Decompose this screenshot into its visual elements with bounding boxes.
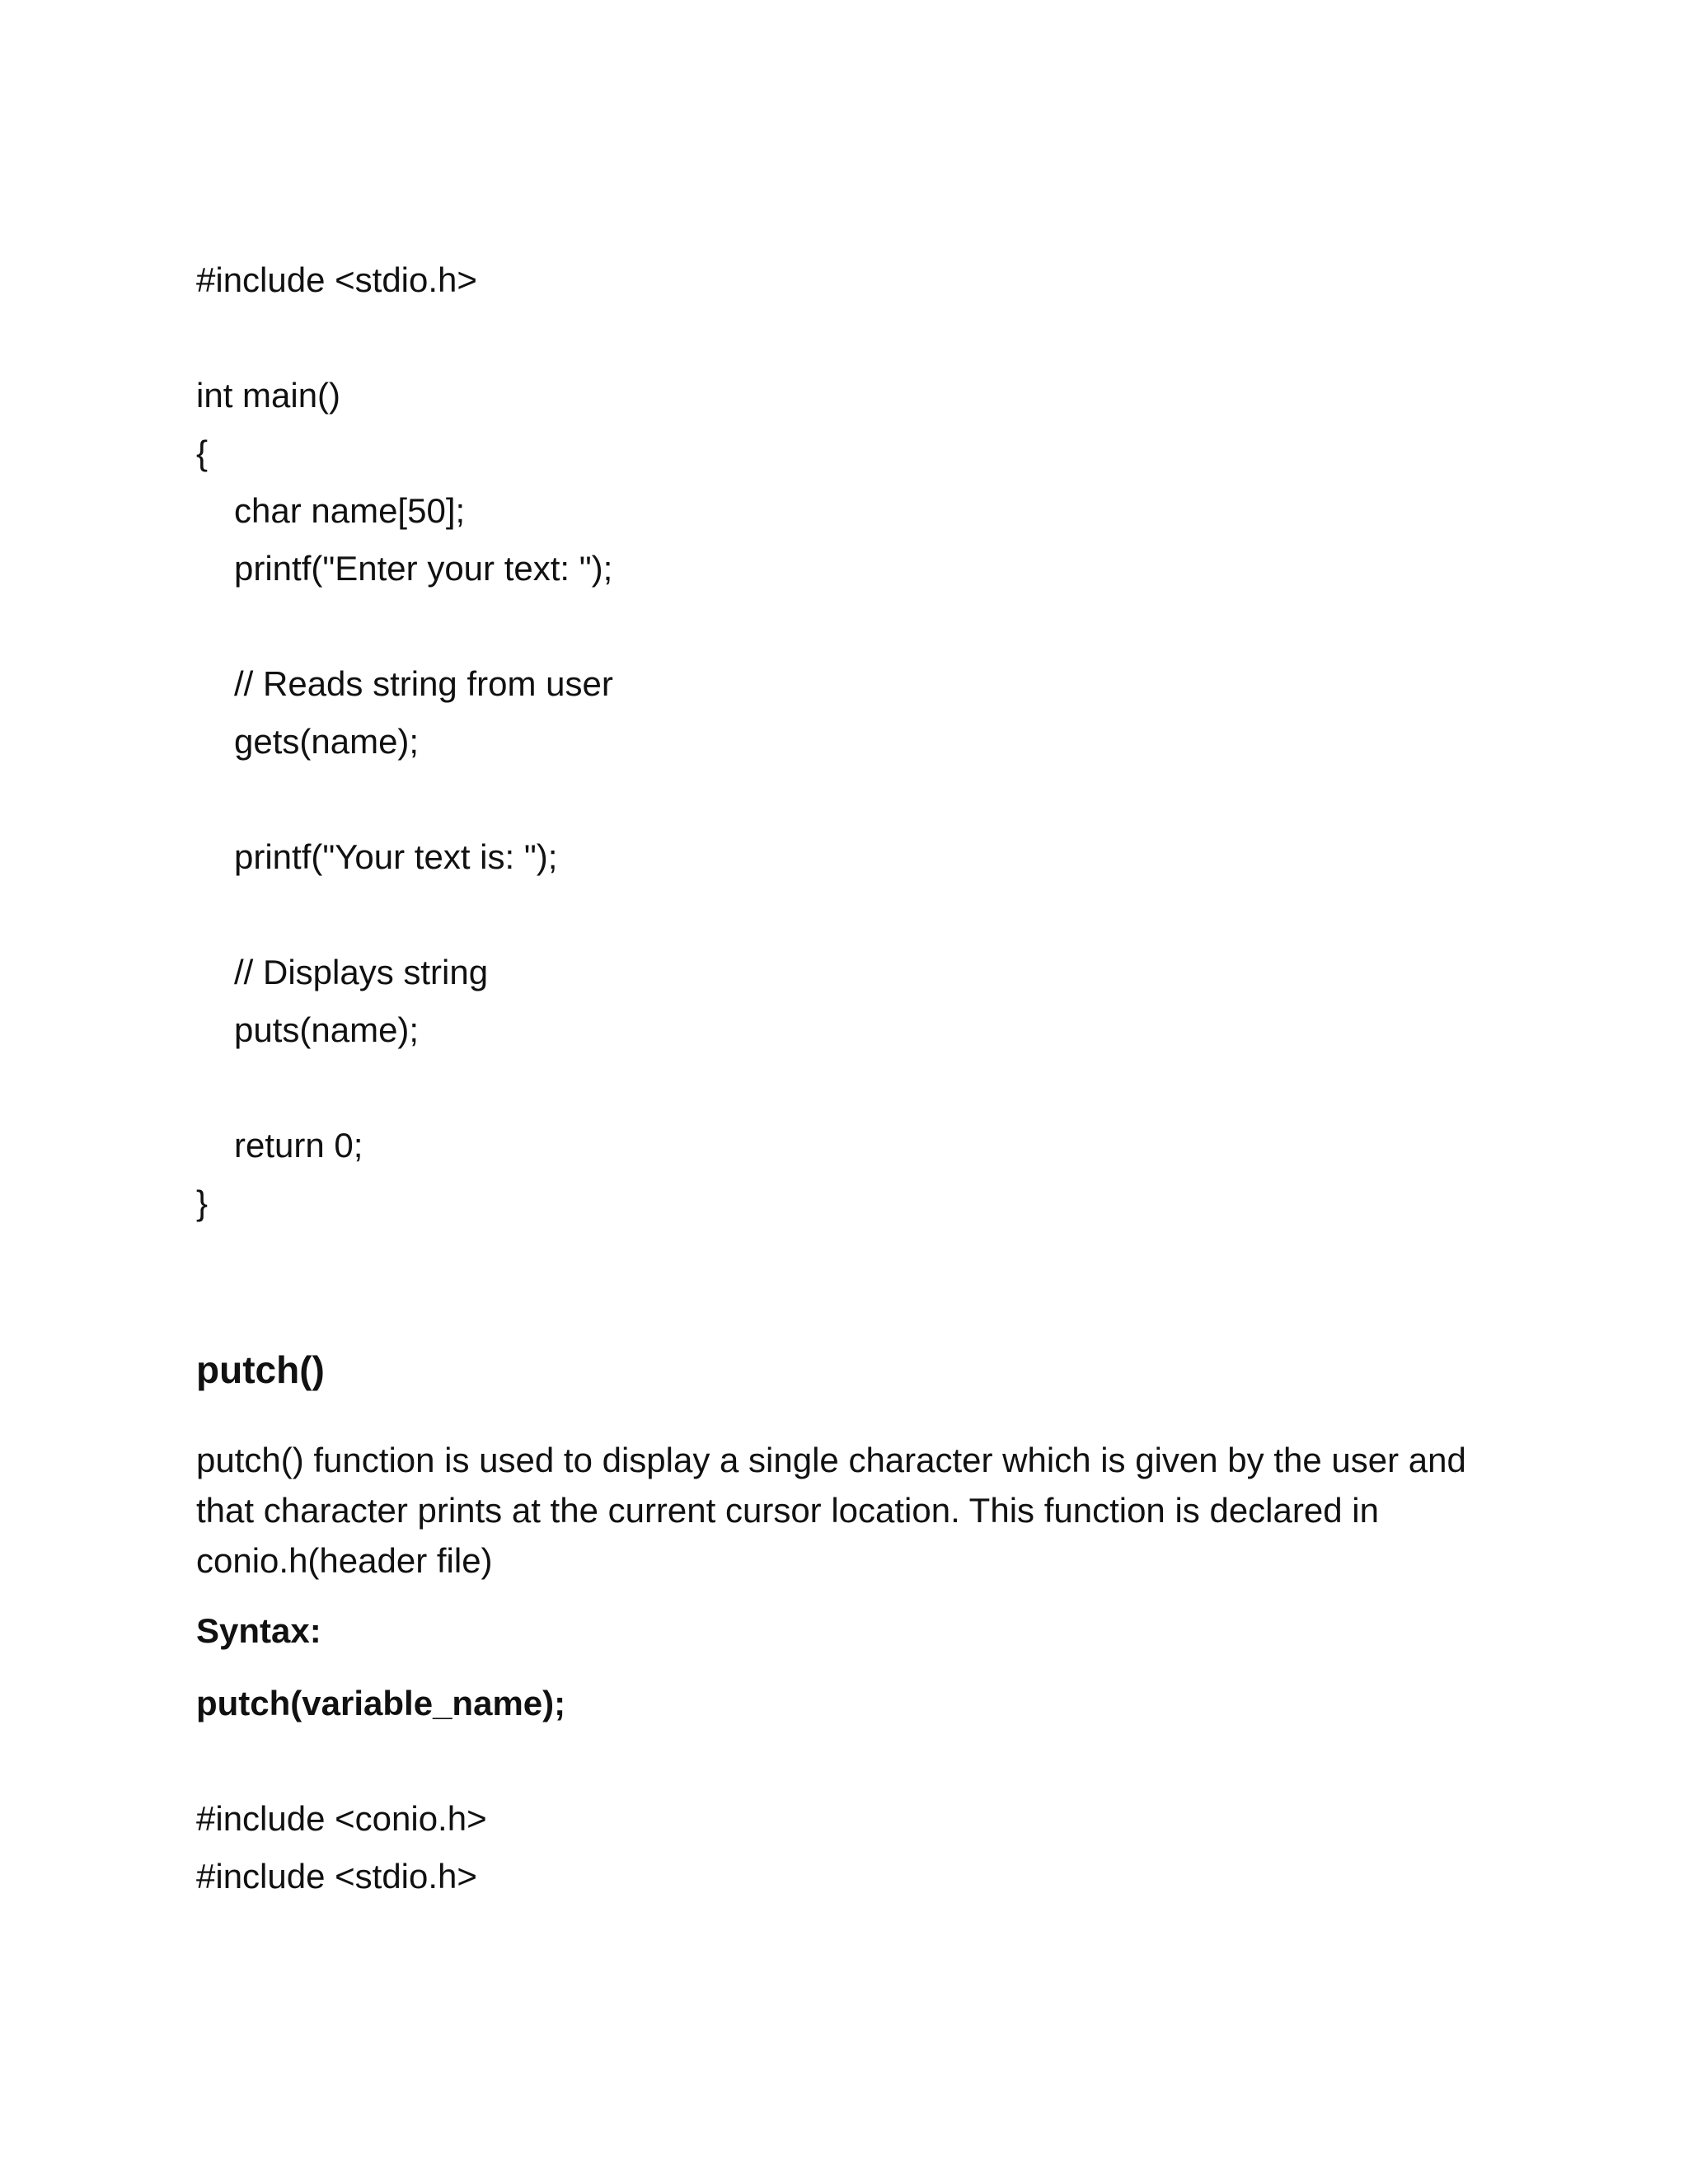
code-blank-line	[196, 771, 1523, 828]
code-line: #include <stdio.h>	[196, 260, 477, 299]
syntax-label: Syntax:	[196, 1611, 321, 1650]
code-line: printf("Enter your text: ");	[234, 549, 613, 588]
code-line: {	[196, 434, 209, 472]
section-description: putch() function is used to display a single character which is given by the user and that character prints at the current cursor location. This function is declared in conio.h(header file)	[196, 1441, 1466, 1580]
code-line: gets(name);	[234, 722, 420, 761]
code-line: #include <stdio.h>	[196, 1857, 477, 1896]
code-block-putch-includes	[196, 1790, 1523, 1905]
code-line: puts(name);	[234, 1010, 420, 1049]
document-content	[196, 251, 1523, 1905]
code-line: char name[50];	[234, 491, 466, 530]
code-block-gets-puts	[196, 251, 1523, 1232]
code-line: }	[196, 1183, 209, 1222]
code-blank-line	[196, 598, 1523, 655]
code-blank-line	[196, 1059, 1523, 1117]
syntax-code: putch(variable_name);	[196, 1684, 566, 1722]
code-line: #include <conio.h>	[196, 1799, 487, 1838]
code-line: int main()	[196, 376, 341, 415]
code-line: return 0;	[234, 1126, 363, 1165]
section-heading: putch()	[196, 1348, 325, 1391]
code-line: printf("Your text is: ");	[234, 837, 558, 876]
code-blank-line	[196, 886, 1523, 944]
code-blank-line	[196, 309, 1523, 367]
code-comment: // Reads string from user	[234, 664, 613, 703]
code-comment: // Displays string	[234, 953, 489, 991]
